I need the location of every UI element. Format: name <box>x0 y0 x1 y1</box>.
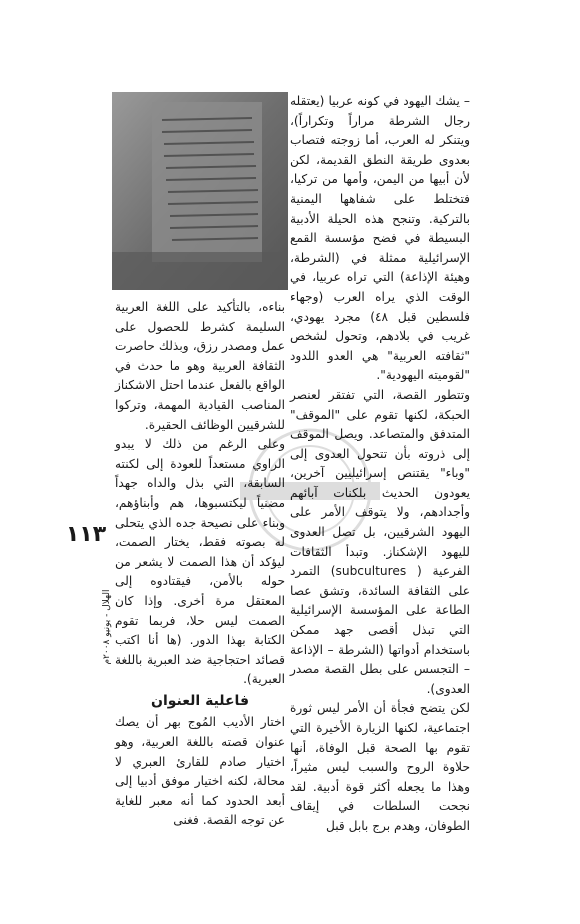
paragraph: اختار الأديب المُوج بهر أن يصك عنوان قصته باللغة العربية، وهو اختيار صادم للقارئ العبري لا محالة، لكنه اختيار موفق أدبيا إلى أبعد الحدود كما أنه معبر للغاية عن توجه القصة. فغنى <box>115 715 285 828</box>
manuscript-photo <box>112 92 288 290</box>
paragraph: وعلى الرغم من ذلك لا يبدو الراوي مستعداً للعودة إلى لكنته السابقة، التي بذل والداه جهداً مضنياً ليكتسبوها، هم وأبناؤهم، وبناء على نصيحة جده الذي يتحلى له بصوته فقط، يختار الصمت، ليؤكد أن هذا الصمت لا يشعر من حوله بالأمن، فيقتادوه إلى المعتقل مرة أخرى. وإذا كان الصمت ليس حلا، فربما تقوم الكتابة بهذا الدور. (ها أنا اكتب قصائد احتجاجية ضد العبرية باللغة العبرية). <box>115 437 285 687</box>
left-text-column <box>115 298 285 831</box>
paragraph: بناءه، بالتأكيد على اللغة العربية السليمة كشرط للحصول على عمل ومصدر رزق، وبذلك حاصرت الثقافة العربية وهو ما حدث في الواقع بالفعل عندما احتل الاشكناز المناصب القيادية المهمة، وتركوا للشرقيين الوظائف الحقيرة. <box>115 300 285 432</box>
paragraph: – يشك اليهود في كونه عربيا (يعتقله رجال الشرطة مراراً وتكراراً)، ويتنكر له العرب، أما زوجته فتصاب بعدوى طريقة النطق القديمة، لكن لأن أبيها من اليمن، وأمها من تركيا، فتختلط على شفاهها اليمنية بالتركية. وتنجح هذه الحيلة الأدبية البسيطة في فضح مؤسسة القمع الإسرائيلية ممثلة في (الشرطة، وهيئة الإذاعة) التي تراه عربيا، في الوقت الذي يراه العرب (وجهاء فلسطين قبل ٤٨) مجرد يهودي، غريب في بلادهم، وتحول لشخص "ثقافته العربية" هي العدو اللدود "لقوميته اليهودية". <box>290 94 470 383</box>
paragraph: وتتطور القصة، التي تفتقر لعنصر الحبكة، لكنها تقوم على "الموقف" المتدفق والمتصاعد. ويصل الموقف إلى ذروته بأن تتحول العدوى إلى "وباء" يقتنص إسرائيليين آخرين، يعودون الحديث بلكنات آبائهم وأجدادهم، ولا يتوقف الأمر على اليهود الشرقيين، بل تصل العدوى لليهود الإشكناز. وتبدأ الثقافات الفرعية ( subcultures) التمرد على الثقافة السائدة، وتشق عصا الطاعة على المؤسسة الإسرائيلية التي تبذل أقصى جهد ممكن باستخدام أدواتها (الشرطة – الإذاعة – التجسس على بطل القصة مصدر العدوى). <box>290 387 470 696</box>
issue-label: الهلال - يونيو ٢٠٠٨م <box>102 589 112 665</box>
section-heading: فاعلية العنوان <box>151 692 249 709</box>
page-number: ١١٣ <box>65 522 107 547</box>
right-text-column <box>290 92 470 837</box>
paragraph: لكن يتضح فجأة أن الأمر ليس ثورة اجتماعية، لكنها الزيارة الأخيرة التي تقوم بها الصحة قبل الوفاة، أنها حلاوة الروح والسبب ليس مثيراً، وهذا ما يجعله أكثر قوة أدبية. لقد نجحت السلطات في إيقاف الطوفان، وهدم برج بابل قبل <box>290 701 470 833</box>
